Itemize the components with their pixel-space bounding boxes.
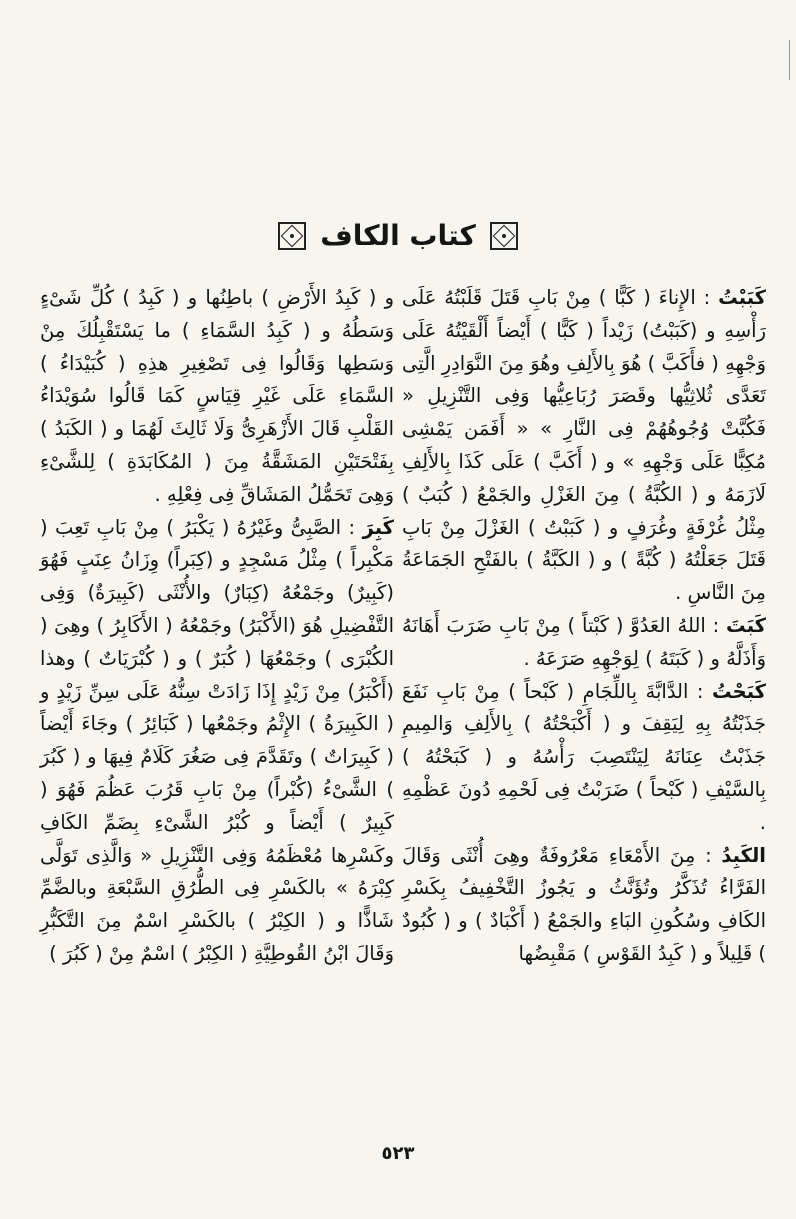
page-edge-mark: [789, 40, 790, 80]
entry: [402, 840, 766, 971]
section-title: كتاب الكاف: [320, 219, 476, 252]
entry: [40, 512, 394, 971]
section-heading: [0, 216, 796, 256]
ornament-right-icon: [490, 222, 518, 250]
right-column: [402, 282, 766, 971]
entry: [402, 610, 766, 676]
entry-text: : اللهُ العَدُوَّ ( كَبْتاً ) مِنْ بَابِ ضَرَبَ أَهَانَهُ وَأَذَلَّهُ و ( كَبَتَهُ ) لِوَجْهِهِ صَرَعَهُ .: [402, 613, 766, 670]
entry-continuation: [40, 282, 394, 512]
entry-text: : مِنَ الأَمْعَاءِ مَعْرُوفَةٌ وهِىَ أُنْثَى وَقَالَ الفَرَّاءُ تُذَكَّرُ وتُؤَنَّثُ و يَجُوزُ التَّخْفِيفُ بِكَسْرِ الكَافِ وسُكُونِ البَاءِ والجَمْعُ ( أَكْبَادٌ ) و ( كُبُودٌ ) قَلِيلاً و ( كَبِدُ القَوْسِ ) مَقْبِضُها: [402, 843, 766, 965]
entry: [402, 676, 766, 840]
entry-text: و ( كَبِدُ الأَرْضِ ) باطِنُها و ( كَبِدُ ) كُلِّ شَىْءٍ وَسَطُهُ و ( كَبِدُ السَّمَاءِ ) ما يَسْتَقْبِلُكَ مِنْ وَسَطِها وَقَالُوا فِى تَصْغِيرِ هذِهِ ( كُبَيْدَاءُ ) السَّمَاءِ عَلَى غَيْرِ قِيَاسٍ كَمَا قَالُوا سُوَيْدَاءُ القَلْبِ قَالَ الأَزْهَرِىُّ وَلَا ثَالِثَ لَهُمَا و ( الكَبَدُ ) بِفَتْحَتَيْنِ المَشَقَّةُ مِنَ ( المُكَابَدَةِ ) لِلشَّىْءِ وَهِىَ تَحَمُّلُ المَشَاقِّ فِى فِعْلِهِ .: [40, 286, 394, 506]
entry-text: : الدَّابَّةَ بِاللِّجَامِ ( كَبْحاً ) مِنْ بَابِ نَفَعَ جَذَبْتُهُ بِهِ لِيَقِفَ و ( أَكْبَحْتُهُ ) بِالأَلِفِ وَالمِيمِ جَذَبْتُ عِنَانَهُ لِيَنْتَصِبَ رَأْسُهُ و ( كَبَحْتُهُ ) بِالسَّيْفِ ( كَبْحاً ) ضَرَبْتُ فِى لَحْمِهِ دُونَ عَظْمِهِ .: [402, 679, 766, 834]
page-number: ٥٢٣: [381, 1143, 415, 1164]
entry-text: : الصَّبِىُّ وغَيْرُهُ ( يَكْبَرُ ) مِنْ بَابِ تَعِبَ ( مَكْبِراً ) مِثْلُ مَسْجِدٍ و (كِبَراً) وِزَانُ عِنَبٍ فَهُوَ (كَبِيرٌ) وجَمْعُهُ (كِبَارٌ) والأُنْثَى (كَبِيرَةٌ) وَفِى التَّفْضِيلِ هُوَ (الأَكْبَرُ) وجَمْعُهُ ( الأَكَابِرُ ) وهِىَ ( الكُبْرَى ) وجَمْعُهَا ( كُبَرٌ ) و ( كُبْرَيَاتٌ ) وهذا (أَكْبَرُ) مِنْ زَيْدٍ إِذَا زَادَتْ سِنُّهُ عَلَى سِنِّ زَيْدٍ و ( الكَبِيرَةُ ) الإِثْمُ وجَمْعُها ( كَبَائِرُ ) وجَاءَ أَيْضاً ( كَبِيرَاتٌ ) وتَقَدَّمَ فِى صَغُرَ كَلَامٌ فِيهَا و ( كَبُرَ ) الشَّىْءُ (كُبْراً) مِنْ بَابِ قَرُبَ عَظُمَ فَهُوَ ( كَبِيرٌ ) أَيْضاً و كُبْرُ الشَّىْءِ بِضَمِّ الكَافِ وكَسْرِها مُعْظَمُهُ وَفِى التَّنْزِيلِ « وَالَّذِى تَوَلَّى كِبْرَهُ » بالكَسْرِ فِى الطُّرُقِ السَّبْعَةِ وبالضَّمِّ شَاذًّا و ( الكِبْرُ ) بالكَسْرِ اسْمٌ مِنَ التَّكَبُّرِ وَقَالَ ابْنُ القُوطِيَّةِ ( الكِبْرُ ) اسْمٌ مِنْ ( كَبُرَ ): [40, 515, 394, 965]
entry-headword: كَبِرَ: [362, 515, 394, 539]
entry: [402, 282, 766, 610]
entry-headword: كَبَحْتُ: [712, 679, 766, 703]
ornament-left-icon: [278, 222, 306, 250]
entry-text: : الإِناءَ ( كَبًّا ) مِنْ بَابِ قَتَلَ قَلَبْتُهُ عَلَى رَأْسِهِ و (كَبَبْتُ) زَيْداً ( كَبًّا ) أَيْضاً أَلْقَيْتُهُ عَلَى وَجْهِهِ ( فأَكَبَّ ) هُوَ بِالأَلِفِ وهُوَ مِنَ النَّوَادِرِ الَّتِى تَعَدَّى ثُلاثِيُّها وقَصَرَ رُبَاعِيُّها وَفِى التَّنْزِيلِ « فَكُبَّتْ وُجُوهُهُمْ فِى النَّارِ » « أَفَمَن يَمْشِى مُكِبًّا عَلَى وَجْهِهِ » و ( أَكَبَّ ) عَلَى كَذَا بِالأَلِفِ لَازَمَهُ و ( الكُبَّةُ ) مِنَ الغَزْلِ والجَمْعُ ( كُبَبٌ ) مِثْلُ غُرْفَةٍ وغُرَفٍ و ( كَبَبْتُ ) الغَزْلَ مِنْ بَابِ قَتَلَ جَعَلْتُهُ ( كُبَّةً ) و ( الكَبَّةُ ) بالفَتْحِ الجَمَاعَةُ مِنَ النَّاسِ .: [402, 286, 766, 605]
left-column: [40, 282, 394, 971]
entry-headword: كَبَتَ: [726, 613, 766, 637]
entry-headword: الكَبِدُ: [721, 843, 766, 867]
entry-headword: كَبَبْتُ: [718, 286, 766, 309]
